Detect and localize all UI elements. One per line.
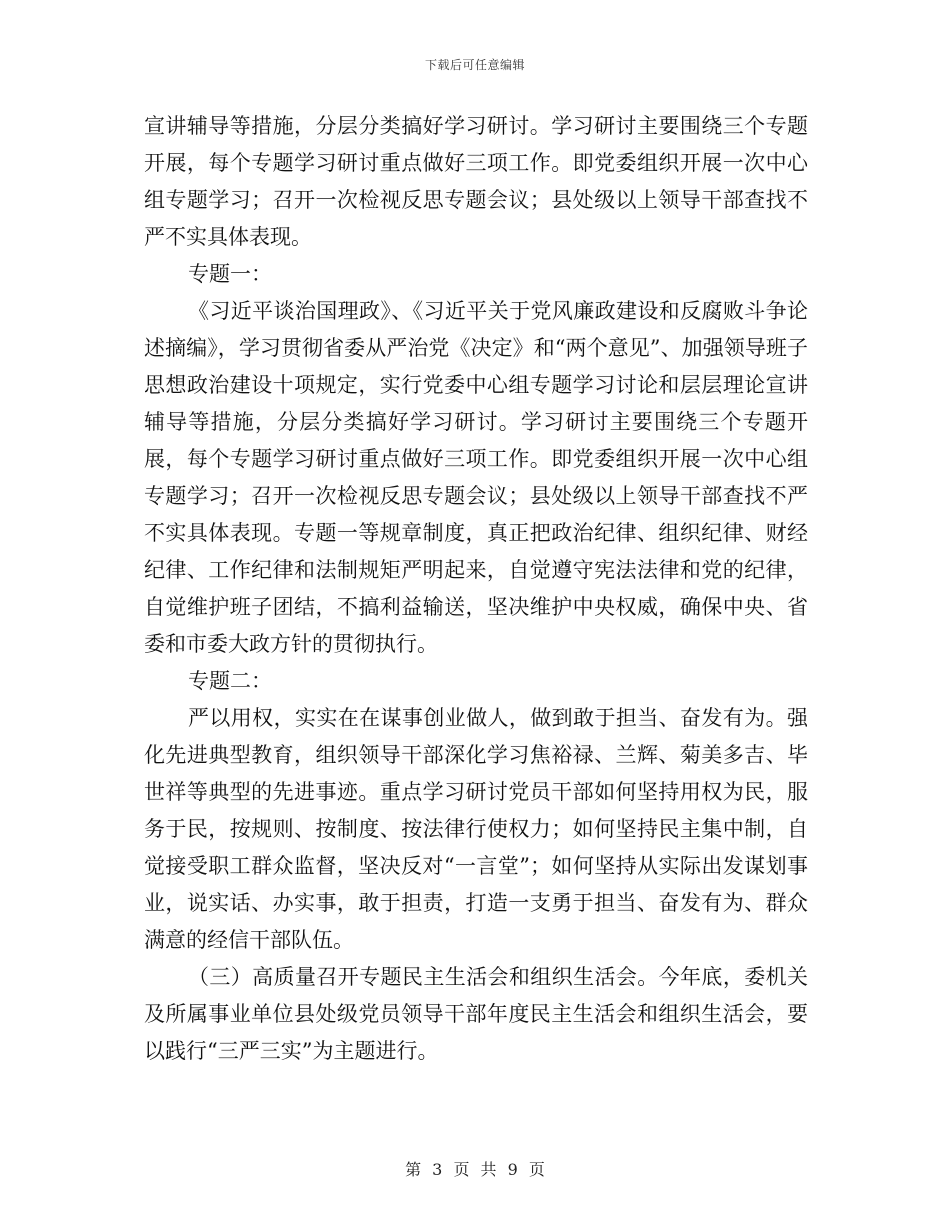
page-number: 第 3 页 共 9 页 bbox=[405, 1160, 545, 1179]
paragraph-topic-one: 《习近平谈治国理政》、《习近平关于党风廉政建设和反腐败斗争论述摘编》，学习贯彻省委从严治党《决定》和“两个意见”、加强领导班子思想政治建设十项规定，实行党委中心组专题学习讨论和层层理论宣讲辅导等措施，分层分类搞好学习研讨。学习研讨主要围绕三个专题开展，每个专题学习研讨重点做好三项工作。即党委组织开展一次中心组专题学习；召开一次检视反思专题会议；县处级以上领导干部查找不严不实具体表现。专题一等规章制度，真正把政治纪律、组织纪律、财经纪律、工作纪律和法制规矩严明起来，自觉遵守宪法法律和党的纪律，自觉维护班子团结，不搞利益输送，坚决维护中央权威，确保中央、省委和市委大政方针的贯彻执行。 bbox=[144, 299, 808, 656]
topic-two-heading: 专题二： bbox=[188, 669, 272, 693]
topic-one-heading: 专题一： bbox=[188, 262, 272, 286]
page-header-note: 下载后可任意编辑 bbox=[424, 58, 525, 72]
paragraph-section-three: （三）高质量召开专题民主生活会和组织生活会。今年底，委机关及所属事业单位县处级党员领导干部年度民主生活会和组织生活会，要以践行“三严三实”为主题进行。 bbox=[144, 965, 808, 1063]
paragraph-topic-two: 严以用权，实实在在谋事创业做人，做到敢于担当、奋发有为。强化先进典型教育，组织领导干部深化学习焦裕禄、兰辉、菊美多吉、毕世祥等典型的先进事迹。重点学习研讨党员干部如何坚持用权为民，服务于民，按规则、按制度、按法律行使权力；如何坚持民主集中制，自觉接受职工群众监督，坚决反对“一言堂”；如何坚持从实际出发谋划事业，说实话、办实事，敢于担责，打造一支勇于担当、奋发有为、群众满意的经信干部队伍。 bbox=[144, 706, 808, 952]
paragraph-intro: 宣讲辅导等措施，分层分类搞好学习研讨。学习研讨主要围绕三个专题开展，每个专题学习研讨重点做好三项工作。即党委组织开展一次中心组专题学习；召开一次检视反思专题会议；县处级以上领导干部查找不严不实具体表现。 bbox=[144, 114, 808, 249]
document-body bbox=[144, 108, 808, 1070]
